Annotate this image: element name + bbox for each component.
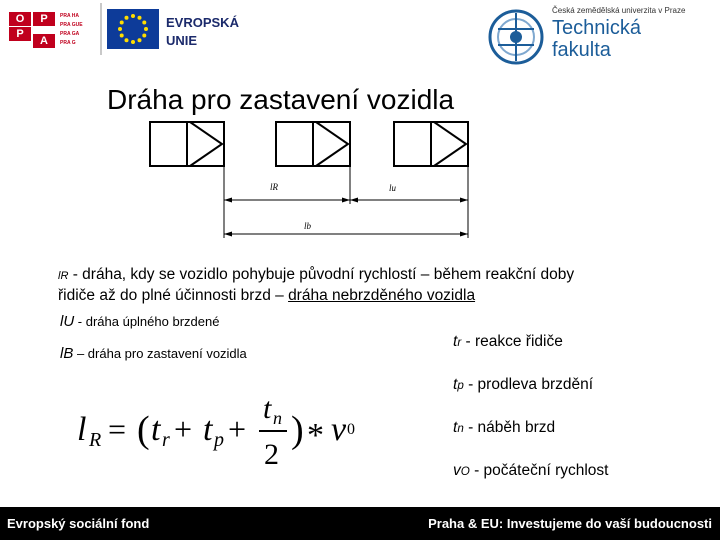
footer-right-text: Praha & EU: Investujeme do vaší budoucnosti — [428, 516, 712, 531]
oppa-letter-a: A — [33, 34, 55, 48]
definition-lr-symbol: lR — [58, 270, 69, 282]
oppa-small-row-2: PRA GUE — [60, 22, 83, 28]
diagram-label-lu: lu — [389, 183, 397, 193]
formula-equals: = — [108, 411, 127, 447]
formula-v: v — [331, 411, 347, 448]
formula-plus2: + — [228, 411, 247, 447]
oppa-small-row-1: PRA HA — [60, 13, 79, 19]
footer-bar — [0, 507, 720, 540]
faculty-logo — [472, 3, 718, 73]
formula-lhs-sub: R — [89, 429, 102, 451]
faculty-name-line2: fakulta — [552, 39, 611, 61]
formula-plus1: + — [174, 411, 193, 447]
formula-num-sub: n — [273, 408, 282, 428]
definition-lu-symbol: lU — [60, 313, 75, 330]
formula-t2-sub: p — [214, 429, 224, 451]
eu-text-line1: EVROPSKÁ — [166, 15, 239, 30]
definition-lr-line1: lR - dráha, kdy se vozidlo pohybuje původní rychlostí – během reakční doby — [58, 266, 575, 283]
formula-v-sub: 0 — [347, 421, 355, 438]
oppa-small-row-4: PRA G — [60, 40, 76, 46]
stopping-distance-diagram — [140, 112, 480, 244]
variable-tn: tn - náběh brzd — [453, 419, 556, 436]
page-title: Dráha pro zastavení vozidla — [107, 84, 455, 115]
formula-num-t: t — [263, 392, 272, 425]
variable-v0: vO - počáteční rychlost — [453, 462, 609, 479]
definition-lu: lU - dráha úplného brzdené — [60, 313, 220, 330]
stopping-distance-formula — [75, 388, 375, 472]
formula-t2: t — [203, 411, 213, 448]
eu-flag-icon — [107, 9, 159, 49]
definition-lr-line2: řidiče až do plné účinnosti brzd – dráha nebrzděného vozidla — [58, 287, 476, 304]
definition-lb: lB – dráha pro zastavení vozidla — [60, 345, 247, 362]
diagram-label-lb: lb — [304, 221, 312, 231]
oppa-letter-p2: P — [9, 27, 31, 41]
oppa-letter-o: O — [9, 12, 31, 26]
footer-left-text: Evropský sociální fond — [7, 516, 150, 531]
formula-lhs-l: l — [77, 411, 87, 448]
faculty-name-line1: Technická — [552, 17, 641, 39]
eu-logo — [100, 3, 244, 55]
definition-lr-emphasis: dráha nebrzděného vozidla — [288, 287, 476, 304]
variable-tr: tr - reakce řidiče — [453, 333, 563, 350]
formula-close-paren: ) — [291, 409, 304, 451]
formula-t1-sub: r — [162, 429, 170, 451]
definition-lb-symbol: lB — [60, 345, 74, 362]
formula-multiply: * — [307, 417, 324, 454]
formula-t1: t — [151, 411, 161, 448]
formula-den: 2 — [264, 438, 279, 471]
diagram-label-lr: lR — [270, 182, 278, 192]
oppa-small-row-3: PRA GA — [60, 31, 80, 37]
oppa-letter-p1: P — [33, 12, 55, 26]
variable-tp: tp - prodleva brzdění — [453, 376, 594, 393]
faculty-emblem-icon — [486, 7, 546, 67]
eu-text-line2: UNIE — [166, 33, 198, 48]
formula-open-paren: ( — [137, 409, 150, 451]
oppa-logo — [3, 3, 100, 55]
faculty-university-name: Česká zemědělská univerzita v Praze — [552, 6, 686, 15]
